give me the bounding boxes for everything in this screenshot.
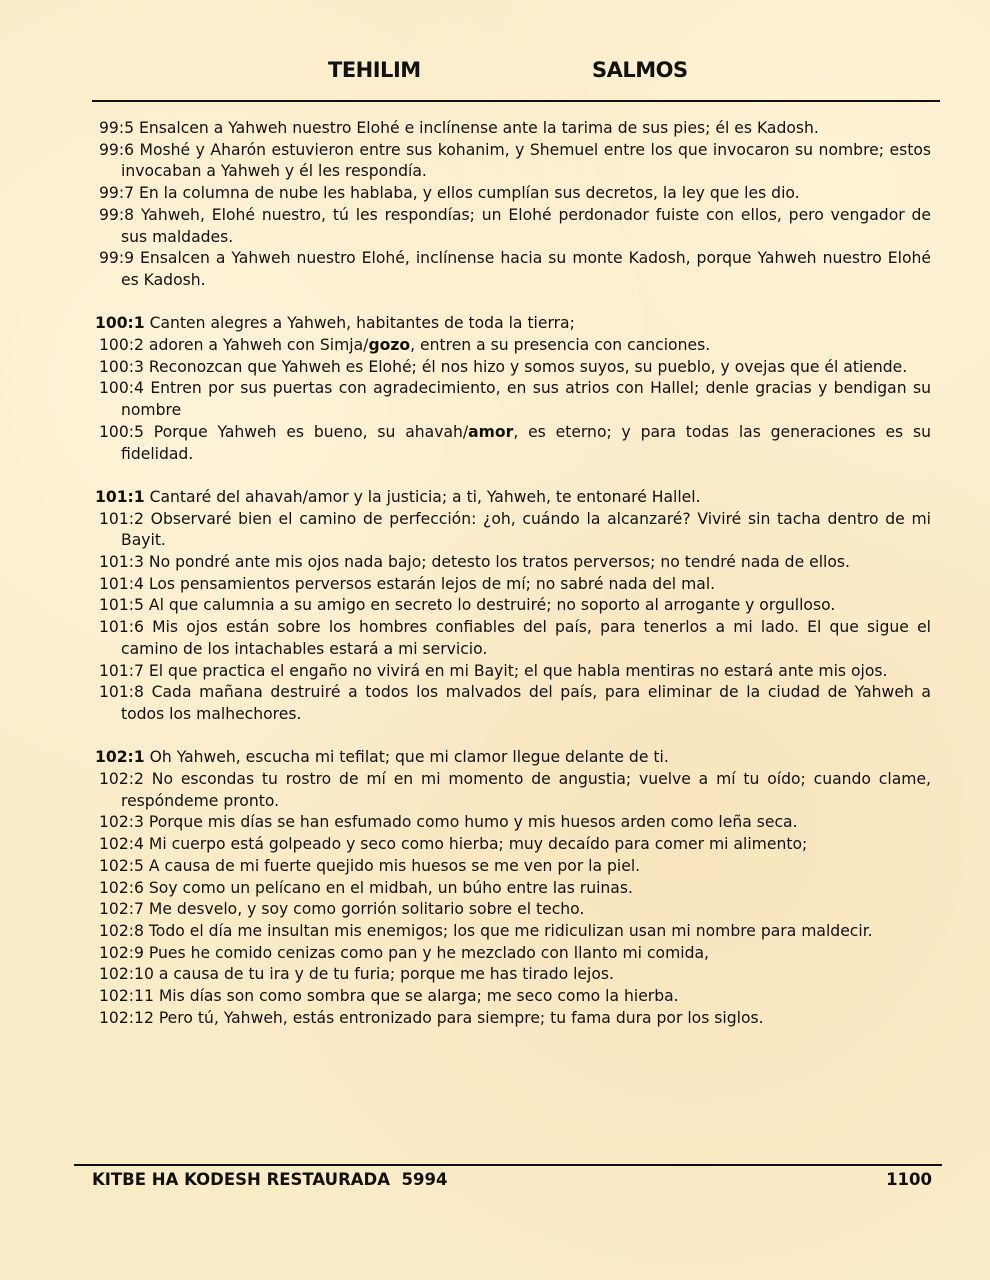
verse [95,856,931,878]
page-number: 1100 [886,1170,932,1189]
verse [95,313,931,335]
verse-text: a causa de tu ira y de tu furia; porque me has tirado lejos. [153,965,614,984]
footer-book-title: KITBE HA KODESH RESTAURADA 5994 [92,1170,448,1189]
verse [95,205,931,248]
verse-text: Mis días son como sombra que se alarga; me seco como la hierba. [153,987,679,1006]
verse-text: Soy como un pelícano en el midbah, un búho entre las ruinas. [143,878,633,897]
verse [95,964,931,986]
verse-number: 102:12 [99,1008,154,1027]
verse [95,118,931,140]
verse-number: 102:5 [99,856,144,875]
verse-text: , entren a su presencia con canciones. [410,336,711,355]
scripture-text [95,118,931,1029]
verse-number: 101:4 [99,574,144,593]
verse [95,595,931,617]
verse-number: 102:6 [99,878,144,897]
verse-number: 101:6 [99,618,144,637]
verse-number: 102:9 [99,943,144,962]
verse-text: No pondré ante mis ojos nada bajo; detesto los tratos perversos; no tendré nada de ellos. [143,553,851,572]
verse-text: En la columna de nube les hablaba, y ellos cumplían sus decretos, la ley que les dio. [134,184,800,203]
header-divider [92,100,940,102]
psalm-block [95,747,931,1029]
verse-emphasis: amor [468,422,514,441]
verse [95,899,931,921]
verse [95,335,931,357]
verse-number: 102:4 [99,835,144,854]
verse-number: 100:3 [99,357,144,376]
verse-text: Al que calumnia a su amigo en secreto lo destruiré; no soporto al arrogante y orgulloso. [143,596,836,615]
verse-text: Porque mis días se han esfumado como humo y mis huesos arden como leña seca. [143,813,798,832]
verse [95,878,931,900]
verse-text: Ensalcen a Yahweh nuestro Elohé e inclínense ante la tarima de sus pies; él es Kadosh. [134,119,819,137]
verse [95,378,931,421]
verse-text: Yahweh, Elohé nuestro, tú les respondías; un Elohé perdonador fuiste con ellos, pero vengador de sus maldades. [121,205,931,246]
verse [95,140,931,183]
verse-number: 102:1 [95,748,145,767]
verse-number: 100:4 [99,379,144,398]
verse-text: , es eterno; y para todas las generaciones es su fidelidad. [121,422,931,463]
verse-text: A causa de mi fuerte quejido mis huesos se me ven por la piel. [143,856,641,875]
verse [95,661,931,683]
verse-text: Porque Yahweh es bueno, su ahavah/ [143,422,469,441]
header-title-hebrew: TEHILIM [328,58,421,82]
verse-text: Cada mañana destruiré a todos los malvados del país, para eliminar de la ciudad de Yahweh a todos los malhechores. [121,683,931,723]
verse-text: Todo el día me insultan mis enemigos; los que me ridiculizan usan mi nombre para maldecir. [143,921,873,940]
verse [95,357,931,379]
verse-number: 102:11 [99,987,154,1006]
verse-number: 102:8 [99,921,144,940]
verse-text: Oh Yahweh, escucha mi tefilat; que mi clamor llegue delante de ti. [144,748,669,767]
verse-text: Me desvelo, y soy como gorrión solitario sobre el techo. [143,900,585,919]
verse-text: Mis ojos están sobre los hombres confiables del país, para tenerlos a mi lado. El que sigue el camino de los intachables estará a mi servicio. [121,618,931,658]
verse-number: 102:10 [99,965,154,984]
verse-text: Cantaré del ahavah/amor y la justicia; a ti, Yahweh, te entonaré Hallel. [144,487,701,506]
verse [95,812,931,834]
verse-number: 101:2 [99,509,144,528]
verse [95,509,931,552]
verse [95,574,931,596]
verse-text: Ensalcen a Yahweh nuestro Elohé, inclínense hacia su monte Kadosh, porque Yahweh nuestro Elohé es Kadosh. [121,249,931,289]
verse-number: 99:8 [99,205,135,224]
verse [95,552,931,574]
verse-number: 102:3 [99,813,144,832]
psalm-block [95,487,931,726]
verse [95,183,931,205]
footer-divider [74,1164,942,1166]
verse-number: 101:1 [95,487,145,506]
verse-emphasis: gozo [368,336,411,355]
psalm-block [95,313,931,465]
verse-number: 99:9 [99,249,135,268]
verse-number: 99:5 [99,119,135,137]
verse-number: 100:2 [99,336,144,355]
verse-text: Canten alegres a Yahweh, habitantes de toda la tierra; [144,314,575,333]
verse-number: 102:7 [99,900,144,919]
verse-text: Pero tú, Yahweh, estás entronizado para siempre; tu fama dura por los siglos. [153,1008,764,1027]
verse [95,422,931,465]
verse-number: 99:7 [99,184,135,203]
verse [95,487,931,509]
verse-number: 101:5 [99,596,144,615]
verse-number: 100:5 [99,422,144,441]
verse-text: Observaré bien el camino de perfección: ¿oh, cuándo la alcanzaré? Viviré sin tacha dentro de mi Bayit. [121,509,931,550]
verse-number: 100:1 [95,314,145,333]
verse-text: Pues he comido cenizas como pan y he mezclado con llanto mi comida, [143,943,710,962]
verse-text: No escondas tu rostro de mí en mi momento de angustia; vuelve a mí tu oído; cuando clame, respóndeme pronto. [121,770,931,810]
verse [95,248,931,291]
verse-number: 102:2 [99,770,144,789]
verse [95,921,931,943]
verse-text: adoren a Yahweh con Simja/ [143,336,369,355]
verse-text: El que practica el engaño no vivirá en mi Bayit; el que habla mentiras no estará ante mis ojos. [143,661,888,680]
page-header [0,58,990,90]
psalm-block [95,118,931,292]
verse-number: 101:3 [99,553,144,572]
verse [95,769,931,812]
verse [95,986,931,1008]
verse-text: Reconozcan que Yahweh es Elohé; él nos hizo y somos suyos, su pueblo, y ovejas que él atiende. [143,357,908,376]
verse [95,617,931,660]
verse [95,834,931,856]
header-title-spanish: SALMOS [592,58,688,82]
verse [95,682,931,725]
verse-text: Los pensamientos perversos estarán lejos de mí; no sabré nada del mal. [143,574,716,593]
verse [95,747,931,769]
page-footer [92,1170,932,1194]
verse-number: 99:6 [99,140,135,159]
verse [95,1008,931,1030]
verse-number: 101:7 [99,661,144,680]
verse-text: Entren por sus puertas con agradecimiento, en sus atrios con Hallel; denle gracias y bendigan su nombre [121,379,931,420]
verse-text: Mi cuerpo está golpeado y seco como hierba; muy decaído para comer mi alimento; [143,835,808,854]
verse-text: Moshé y Aharón estuvieron entre sus kohanim, y Shemuel entre los que invocaron su nombre; estos invocaban a Yahweh y él les respondía. [121,140,931,181]
verse-number: 101:8 [99,683,144,702]
verse [95,943,931,965]
